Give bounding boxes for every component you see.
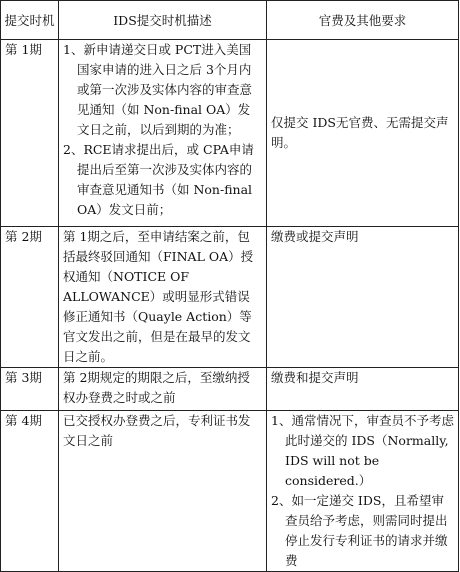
fee-item: 1、通常情况下，审查员不予考虑此时递交的 IDS（Normally, IDS will not be considered.） xyxy=(271,413,454,488)
description-cell: 第 1期之后，至申请结案之前，包括最终驳回通知（FINAL OA）授权通知（NOTICE OF ALLOWANCE）或明显形式错误修正通知书（Quayle Action）等官文发出之前，但是在最早的发文日之前。 xyxy=(59,227,267,368)
period-cell: 第 3期 xyxy=(1,368,59,411)
fee-item: 2、如一定递交 IDS，且希望审查员给予考虑，则需同时提出停止发行专利证书的请求并缴费 xyxy=(271,493,448,568)
fees-cell xyxy=(267,411,459,572)
header-period: 提交时机 xyxy=(1,1,59,40)
description-cell xyxy=(59,40,267,227)
table-header-row xyxy=(1,1,459,40)
description-cell: 第 2期规定的期限之后，至缴纳授权办登费之时或之前 xyxy=(59,368,267,411)
description-item: 1、新申请递交日或 PCT进入美国国家申请的进入日之后 3个月内或第一次涉及实体内容的审查意见通知（如 Non-final OA）发文日之前，以后到期的为准； xyxy=(63,42,253,137)
period-cell: 第 4期 xyxy=(1,411,59,572)
table-row-period-2 xyxy=(1,227,459,368)
table-row-period-3 xyxy=(1,368,459,411)
header-description: IDS提交时机描述 xyxy=(59,1,267,40)
table-row-period-4 xyxy=(1,411,459,572)
table-row-period-1 xyxy=(1,40,459,227)
description-cell: 已交授权办登费之后，专利证书发文日之前 xyxy=(59,411,267,572)
period-cell: 第 2期 xyxy=(1,227,59,368)
fees-cell: 缴费和提交声明 xyxy=(267,368,459,411)
fees-cell: 仅提交 IDS无官费、无需提交声明。 xyxy=(267,40,459,227)
period-cell: 第 1期 xyxy=(1,40,59,227)
description-item: 2、RCE请求提出后，或 CPA申请提出后至第一次涉及实体内容的审查意见通知书（如 Non-final OA）发文日前； xyxy=(63,142,254,217)
fees-cell: 缴费或提交声明 xyxy=(267,227,459,368)
header-fees: 官费及其他要求 xyxy=(267,1,459,40)
